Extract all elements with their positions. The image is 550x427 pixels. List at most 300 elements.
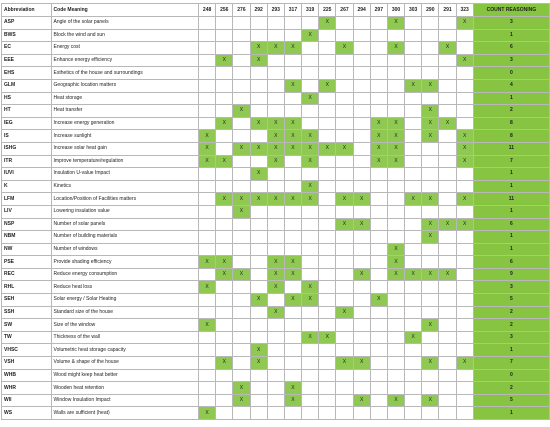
checked-cell: X xyxy=(422,79,439,92)
table-row xyxy=(2,268,550,281)
empty-cell xyxy=(250,155,267,168)
empty-cell xyxy=(439,92,456,105)
empty-cell xyxy=(422,306,439,319)
empty-cell xyxy=(370,344,387,357)
empty-cell xyxy=(250,79,267,92)
checked-cell: X xyxy=(456,130,473,143)
checked-cell: X xyxy=(284,382,301,395)
checked-cell: X xyxy=(405,193,422,206)
checked-cell: X xyxy=(284,193,301,206)
empty-cell xyxy=(250,394,267,407)
empty-cell xyxy=(353,54,370,67)
empty-cell xyxy=(302,357,319,370)
empty-cell xyxy=(199,331,216,344)
checked-cell: X xyxy=(353,218,370,231)
empty-cell xyxy=(250,256,267,269)
empty-cell xyxy=(319,180,336,193)
row-count-reasoning: 2 xyxy=(473,319,549,332)
row-code-meaning: Volume & shape of the house xyxy=(51,357,198,370)
empty-cell xyxy=(319,243,336,256)
empty-cell xyxy=(353,256,370,269)
empty-cell xyxy=(336,155,353,168)
empty-cell xyxy=(353,79,370,92)
row-count-reasoning: 0 xyxy=(473,67,549,80)
table-row xyxy=(2,243,550,256)
empty-cell xyxy=(353,231,370,244)
checked-cell: X xyxy=(319,17,336,30)
empty-cell xyxy=(456,117,473,130)
empty-cell xyxy=(199,294,216,307)
row-abbreviation: REC xyxy=(2,268,52,281)
empty-cell xyxy=(267,344,284,357)
row-abbreviation: EEE xyxy=(2,54,52,67)
empty-cell xyxy=(405,117,422,130)
empty-cell xyxy=(319,369,336,382)
table-row xyxy=(2,357,550,370)
empty-cell xyxy=(199,105,216,118)
empty-cell xyxy=(439,155,456,168)
empty-cell xyxy=(216,382,233,395)
empty-cell xyxy=(233,294,250,307)
row-abbreviation: GLM xyxy=(2,79,52,92)
empty-cell xyxy=(353,281,370,294)
row-code-meaning: Window Insulation Impact xyxy=(51,394,198,407)
empty-cell xyxy=(250,331,267,344)
empty-cell xyxy=(233,369,250,382)
empty-cell xyxy=(319,319,336,332)
checked-cell: X xyxy=(284,294,301,307)
empty-cell xyxy=(405,344,422,357)
empty-cell xyxy=(370,218,387,231)
empty-cell xyxy=(267,205,284,218)
coding-table xyxy=(1,3,550,420)
empty-cell xyxy=(336,407,353,420)
row-code-meaning: Insulation U-value Impact xyxy=(51,168,198,181)
empty-cell xyxy=(233,17,250,30)
checked-cell: X xyxy=(267,268,284,281)
checked-cell: X xyxy=(233,105,250,118)
checked-cell: X xyxy=(199,407,216,420)
empty-cell xyxy=(439,130,456,143)
table-row xyxy=(2,205,550,218)
empty-cell xyxy=(267,105,284,118)
header-respondent-267: 267 xyxy=(336,4,353,17)
empty-cell xyxy=(439,17,456,30)
checked-cell: X xyxy=(422,105,439,118)
empty-cell xyxy=(199,42,216,55)
checked-cell: X xyxy=(387,394,404,407)
row-code-meaning: Number of building materials xyxy=(51,231,198,244)
empty-cell xyxy=(284,231,301,244)
empty-cell xyxy=(284,331,301,344)
table-row xyxy=(2,180,550,193)
empty-cell xyxy=(439,407,456,420)
row-count-reasoning: 4 xyxy=(473,79,549,92)
empty-cell xyxy=(405,218,422,231)
empty-cell xyxy=(267,382,284,395)
empty-cell xyxy=(233,29,250,42)
empty-cell xyxy=(250,382,267,395)
empty-cell xyxy=(319,67,336,80)
empty-cell xyxy=(199,54,216,67)
row-code-meaning: Size of the window xyxy=(51,319,198,332)
row-code-meaning: Reduce heat loss xyxy=(51,281,198,294)
empty-cell xyxy=(216,42,233,55)
empty-cell xyxy=(370,231,387,244)
empty-cell xyxy=(353,142,370,155)
empty-cell xyxy=(456,344,473,357)
empty-cell xyxy=(439,29,456,42)
empty-cell xyxy=(405,168,422,181)
empty-cell xyxy=(370,180,387,193)
empty-cell xyxy=(456,67,473,80)
empty-cell xyxy=(250,231,267,244)
empty-cell xyxy=(319,168,336,181)
checked-cell: X xyxy=(353,394,370,407)
table-row xyxy=(2,42,550,55)
row-abbreviation: IUVI xyxy=(2,168,52,181)
empty-cell xyxy=(353,168,370,181)
row-count-reasoning: 7 xyxy=(473,155,549,168)
empty-cell xyxy=(456,243,473,256)
checked-cell: X xyxy=(387,130,404,143)
checked-cell: X xyxy=(216,193,233,206)
empty-cell xyxy=(250,369,267,382)
checked-cell: X xyxy=(302,193,319,206)
empty-cell xyxy=(439,294,456,307)
empty-cell xyxy=(387,79,404,92)
empty-cell xyxy=(250,319,267,332)
empty-cell xyxy=(302,67,319,80)
empty-cell xyxy=(336,79,353,92)
empty-cell xyxy=(284,205,301,218)
empty-cell xyxy=(370,369,387,382)
empty-cell xyxy=(199,369,216,382)
empty-cell xyxy=(370,382,387,395)
empty-cell xyxy=(284,344,301,357)
empty-cell xyxy=(302,407,319,420)
table-row xyxy=(2,67,550,80)
checked-cell: X xyxy=(284,117,301,130)
empty-cell xyxy=(267,54,284,67)
checked-cell: X xyxy=(370,130,387,143)
row-count-reasoning: 2 xyxy=(473,306,549,319)
empty-cell xyxy=(284,67,301,80)
checked-cell: X xyxy=(250,42,267,55)
table-row xyxy=(2,105,550,118)
empty-cell xyxy=(302,168,319,181)
checked-cell: X xyxy=(199,319,216,332)
empty-cell xyxy=(336,243,353,256)
empty-cell xyxy=(456,294,473,307)
empty-cell xyxy=(199,394,216,407)
checked-cell: X xyxy=(284,268,301,281)
empty-cell xyxy=(302,256,319,269)
row-count-reasoning: 11 xyxy=(473,193,549,206)
empty-cell xyxy=(387,205,404,218)
row-code-meaning: Heat transfer xyxy=(51,105,198,118)
row-count-reasoning: 1 xyxy=(473,29,549,42)
empty-cell xyxy=(284,29,301,42)
checked-cell: X xyxy=(456,218,473,231)
header-respondent-291: 291 xyxy=(439,4,456,17)
header-respondent-297: 297 xyxy=(370,4,387,17)
empty-cell xyxy=(336,54,353,67)
empty-cell xyxy=(336,92,353,105)
row-code-meaning: Kinetics xyxy=(51,180,198,193)
table-row xyxy=(2,306,550,319)
checked-cell: X xyxy=(319,331,336,344)
empty-cell xyxy=(439,394,456,407)
row-count-reasoning: 1 xyxy=(473,168,549,181)
table-row xyxy=(2,155,550,168)
table-body xyxy=(2,17,550,420)
table-row xyxy=(2,17,550,30)
empty-cell xyxy=(456,168,473,181)
empty-cell xyxy=(353,306,370,319)
checked-cell: X xyxy=(387,155,404,168)
empty-cell xyxy=(353,67,370,80)
empty-cell xyxy=(250,306,267,319)
row-code-meaning: Wooden heat retention xyxy=(51,382,198,395)
empty-cell xyxy=(405,105,422,118)
empty-cell xyxy=(302,268,319,281)
empty-cell xyxy=(439,344,456,357)
checked-cell: X xyxy=(216,155,233,168)
empty-cell xyxy=(199,29,216,42)
table-row xyxy=(2,407,550,420)
empty-cell xyxy=(233,168,250,181)
table-row xyxy=(2,117,550,130)
row-count-reasoning: 9 xyxy=(473,268,549,281)
empty-cell xyxy=(216,67,233,80)
empty-cell xyxy=(199,193,216,206)
table-row xyxy=(2,231,550,244)
empty-cell xyxy=(405,281,422,294)
table-row xyxy=(2,193,550,206)
empty-cell xyxy=(267,294,284,307)
checked-cell: X xyxy=(267,142,284,155)
empty-cell xyxy=(353,155,370,168)
empty-cell xyxy=(387,180,404,193)
empty-cell xyxy=(370,67,387,80)
empty-cell xyxy=(353,205,370,218)
empty-cell xyxy=(405,142,422,155)
empty-cell xyxy=(439,142,456,155)
empty-cell xyxy=(199,243,216,256)
table-row xyxy=(2,394,550,407)
table-row xyxy=(2,142,550,155)
empty-cell xyxy=(302,382,319,395)
checked-cell: X xyxy=(250,168,267,181)
empty-cell xyxy=(216,79,233,92)
empty-cell xyxy=(422,382,439,395)
checked-cell: X xyxy=(353,193,370,206)
checked-cell: X xyxy=(422,268,439,281)
checked-cell: X xyxy=(199,130,216,143)
empty-cell xyxy=(387,29,404,42)
header-respondent-323: 323 xyxy=(456,4,473,17)
row-count-reasoning: 7 xyxy=(473,357,549,370)
checked-cell: X xyxy=(422,193,439,206)
row-abbreviation: SEH xyxy=(2,294,52,307)
empty-cell xyxy=(353,382,370,395)
empty-cell xyxy=(387,54,404,67)
empty-cell xyxy=(422,42,439,55)
row-count-reasoning: 3 xyxy=(473,281,549,294)
checked-cell: X xyxy=(302,281,319,294)
empty-cell xyxy=(456,394,473,407)
empty-cell xyxy=(336,67,353,80)
checked-cell: X xyxy=(405,268,422,281)
header-respondent-248: 248 xyxy=(199,4,216,17)
checked-cell: X xyxy=(216,256,233,269)
empty-cell xyxy=(233,42,250,55)
empty-cell xyxy=(319,357,336,370)
empty-cell xyxy=(456,382,473,395)
empty-cell xyxy=(353,29,370,42)
checked-cell: X xyxy=(199,256,216,269)
row-count-reasoning: 1 xyxy=(473,231,549,244)
empty-cell xyxy=(199,306,216,319)
empty-cell xyxy=(370,79,387,92)
empty-cell xyxy=(267,357,284,370)
empty-cell xyxy=(216,243,233,256)
checked-cell: X xyxy=(387,42,404,55)
row-abbreviation: VHSC xyxy=(2,344,52,357)
checked-cell: X xyxy=(199,281,216,294)
empty-cell xyxy=(387,382,404,395)
empty-cell xyxy=(302,231,319,244)
empty-cell xyxy=(199,382,216,395)
header-respondent-276: 276 xyxy=(233,4,250,17)
row-abbreviation: WS xyxy=(2,407,52,420)
empty-cell xyxy=(405,243,422,256)
empty-cell xyxy=(267,231,284,244)
row-count-reasoning: 3 xyxy=(473,17,549,30)
checked-cell: X xyxy=(422,117,439,130)
empty-cell xyxy=(439,205,456,218)
empty-cell xyxy=(439,54,456,67)
row-abbreviation: HS xyxy=(2,92,52,105)
checked-cell: X xyxy=(302,155,319,168)
checked-cell: X xyxy=(456,193,473,206)
empty-cell xyxy=(370,105,387,118)
checked-cell: X xyxy=(216,117,233,130)
empty-cell xyxy=(439,231,456,244)
empty-cell xyxy=(233,319,250,332)
empty-cell xyxy=(284,92,301,105)
empty-cell xyxy=(216,105,233,118)
empty-cell xyxy=(216,407,233,420)
empty-cell xyxy=(422,92,439,105)
checked-cell: X xyxy=(199,142,216,155)
empty-cell xyxy=(422,168,439,181)
row-code-meaning: Geographic location matters xyxy=(51,79,198,92)
table-row xyxy=(2,331,550,344)
empty-cell xyxy=(216,344,233,357)
checked-cell: X xyxy=(250,344,267,357)
empty-cell xyxy=(405,29,422,42)
row-count-reasoning: 2 xyxy=(473,382,549,395)
row-abbreviation: ITR xyxy=(2,155,52,168)
empty-cell xyxy=(216,294,233,307)
empty-cell xyxy=(353,344,370,357)
empty-cell xyxy=(353,42,370,55)
empty-cell xyxy=(405,294,422,307)
checked-cell: X xyxy=(387,17,404,30)
checked-cell: X xyxy=(250,294,267,307)
empty-cell xyxy=(233,331,250,344)
row-code-meaning: Wood might keep heat better xyxy=(51,369,198,382)
empty-cell xyxy=(199,268,216,281)
empty-cell xyxy=(387,168,404,181)
empty-cell xyxy=(422,17,439,30)
empty-cell xyxy=(250,281,267,294)
row-count-reasoning: 5 xyxy=(473,294,549,307)
row-code-meaning: Improve temperature/regulation xyxy=(51,155,198,168)
empty-cell xyxy=(456,369,473,382)
empty-cell xyxy=(216,205,233,218)
empty-cell xyxy=(405,407,422,420)
empty-cell xyxy=(284,155,301,168)
checked-cell: X xyxy=(439,117,456,130)
empty-cell xyxy=(370,17,387,30)
empty-cell xyxy=(302,79,319,92)
empty-cell xyxy=(267,168,284,181)
empty-cell xyxy=(250,105,267,118)
checked-cell: X xyxy=(336,306,353,319)
empty-cell xyxy=(370,256,387,269)
empty-cell xyxy=(199,92,216,105)
row-code-meaning: Location/Position of Facilities matters xyxy=(51,193,198,206)
empty-cell xyxy=(456,29,473,42)
row-code-meaning: Angle of the solar panels xyxy=(51,17,198,30)
empty-cell xyxy=(319,382,336,395)
empty-cell xyxy=(216,231,233,244)
empty-cell xyxy=(353,130,370,143)
empty-cell xyxy=(250,407,267,420)
empty-cell xyxy=(456,79,473,92)
header-respondent-319: 319 xyxy=(302,4,319,17)
checked-cell: X xyxy=(284,256,301,269)
empty-cell xyxy=(319,394,336,407)
table-row xyxy=(2,256,550,269)
empty-cell xyxy=(422,344,439,357)
empty-cell xyxy=(456,331,473,344)
empty-cell xyxy=(319,92,336,105)
empty-cell xyxy=(456,105,473,118)
empty-cell xyxy=(336,331,353,344)
empty-cell xyxy=(267,180,284,193)
empty-cell xyxy=(353,117,370,130)
checked-cell: X xyxy=(456,17,473,30)
empty-cell xyxy=(233,256,250,269)
empty-cell xyxy=(233,79,250,92)
row-count-reasoning: 5 xyxy=(473,394,549,407)
header-abbreviation: Abbreviation xyxy=(2,4,52,17)
empty-cell xyxy=(284,357,301,370)
empty-cell xyxy=(199,117,216,130)
checked-cell: X xyxy=(267,256,284,269)
empty-cell xyxy=(439,281,456,294)
empty-cell xyxy=(216,369,233,382)
empty-cell xyxy=(319,306,336,319)
row-abbreviation: LFM xyxy=(2,193,52,206)
empty-cell xyxy=(422,29,439,42)
table-header-row xyxy=(2,4,550,17)
empty-cell xyxy=(267,17,284,30)
